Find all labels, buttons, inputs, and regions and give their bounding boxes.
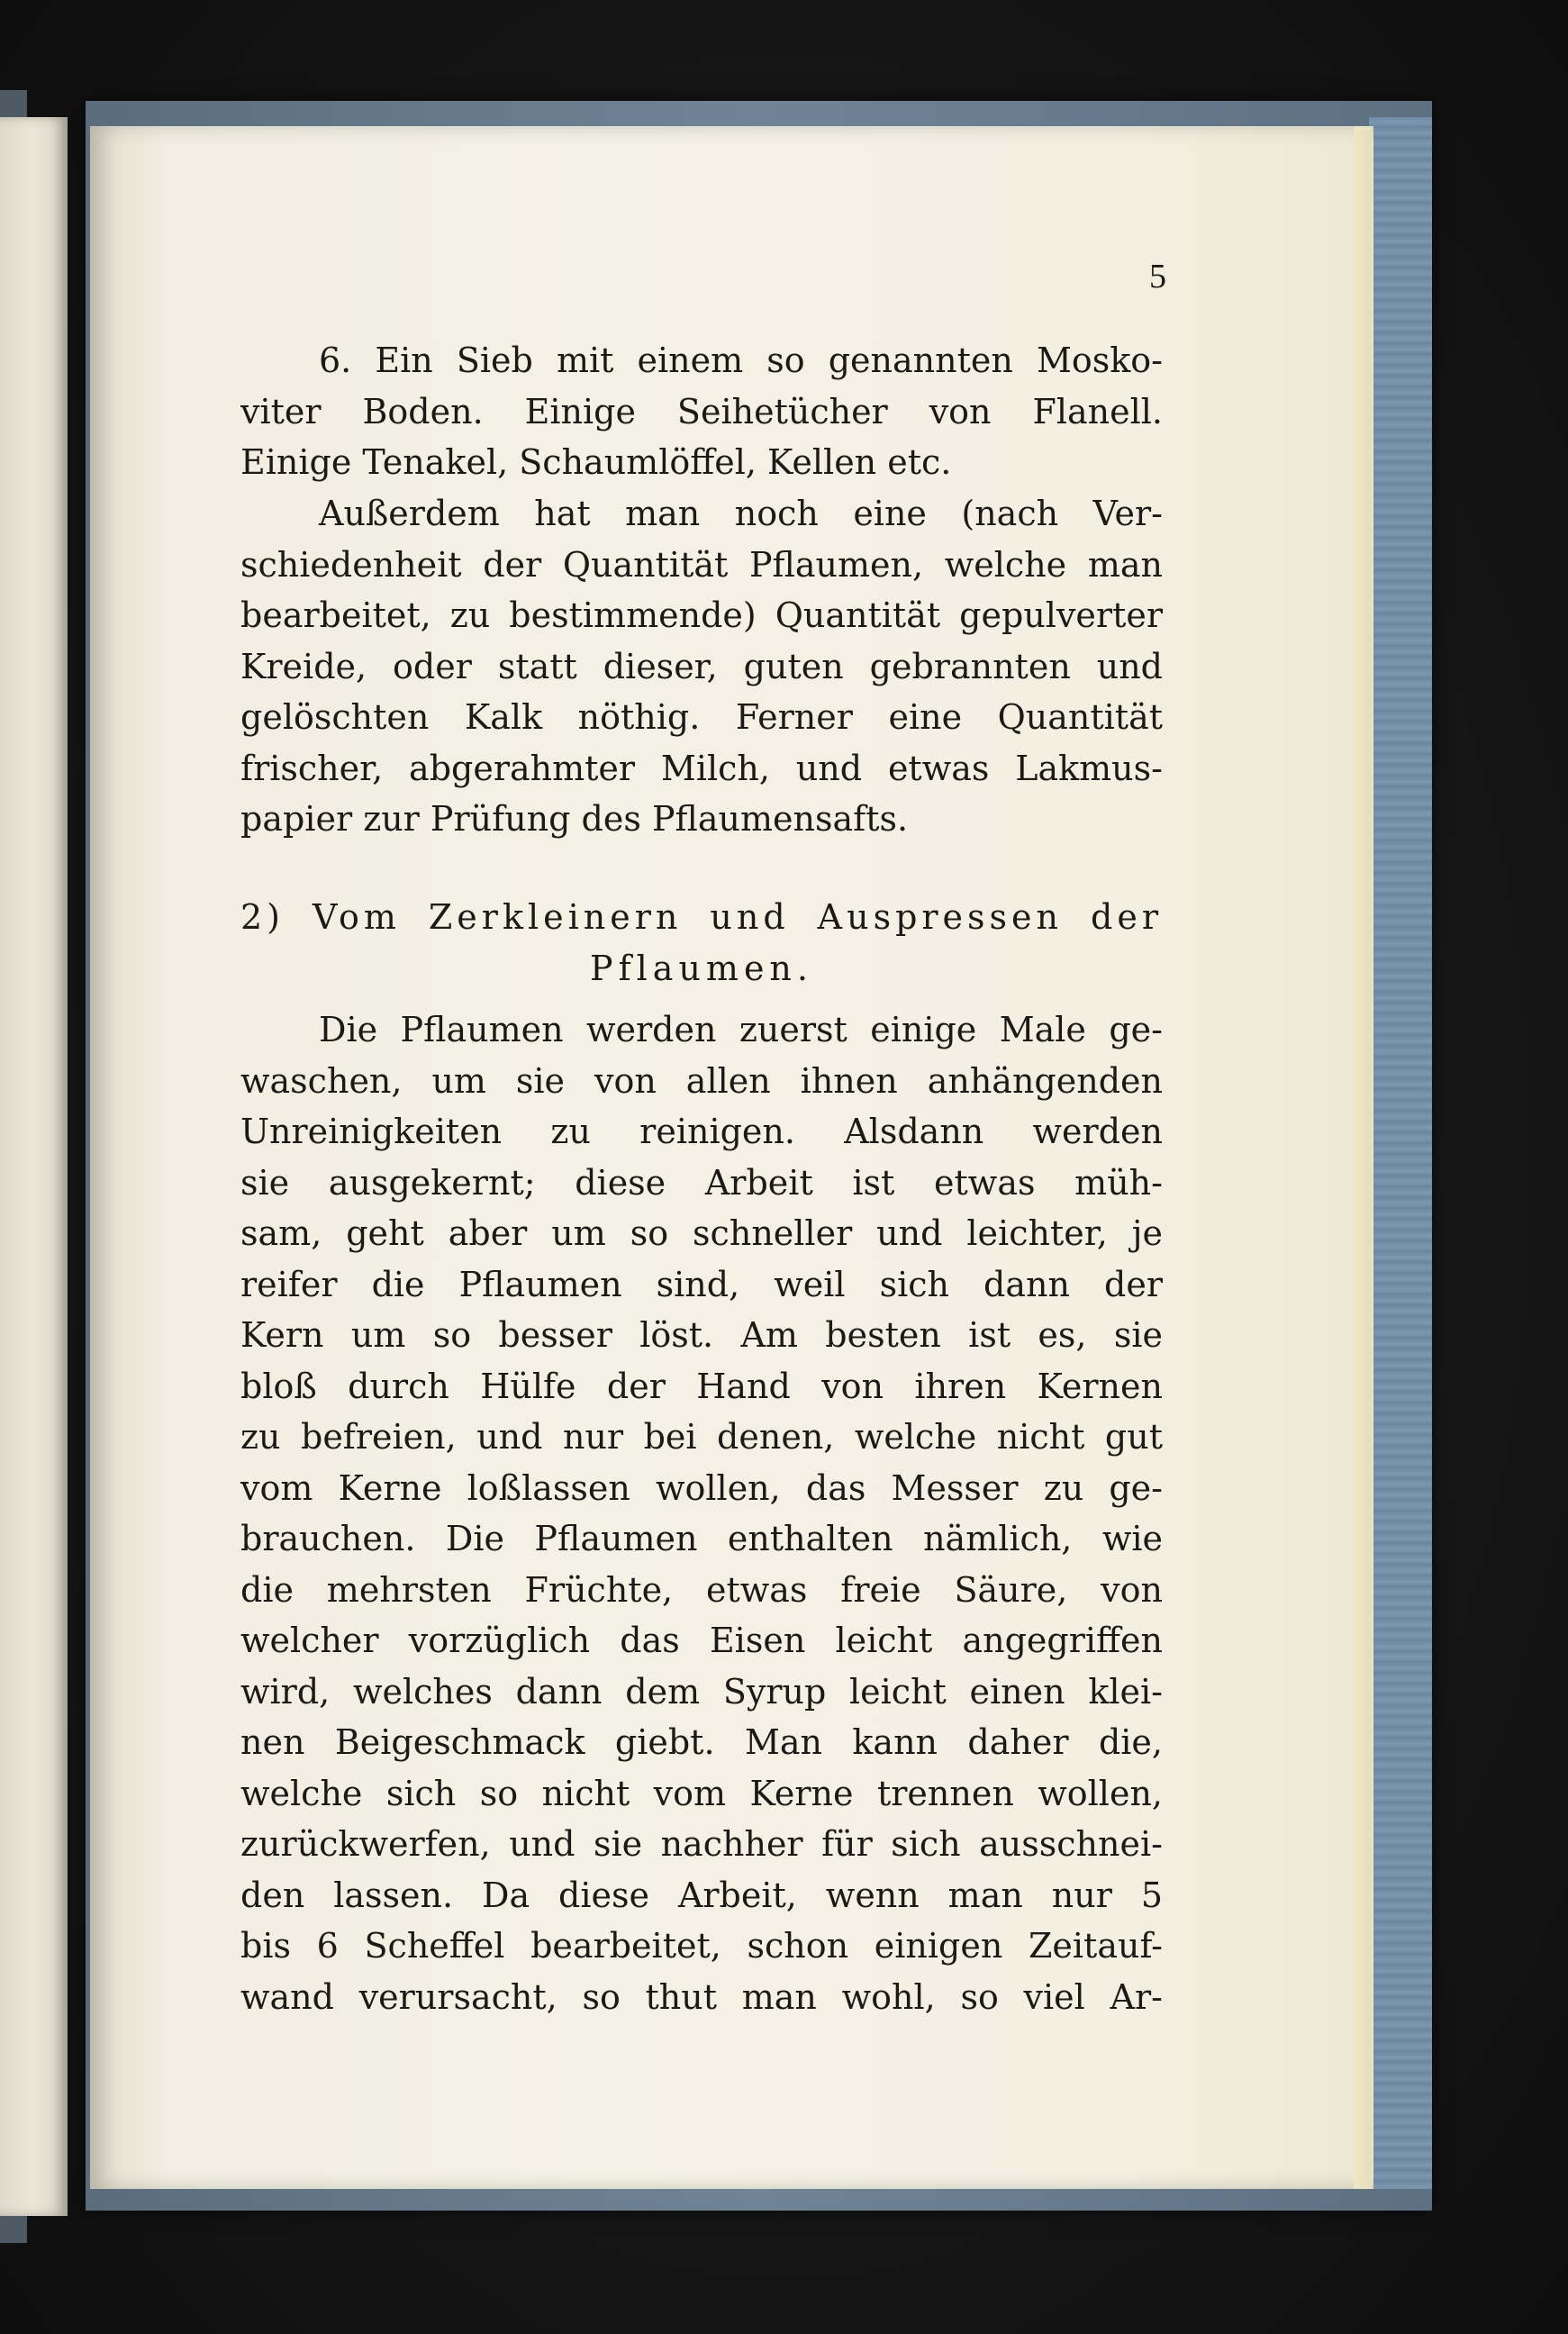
text-line: sie ausgekernt; diese Arbeit ist etwas müh- xyxy=(240,1162,1163,1203)
paragraph-requirements xyxy=(240,488,1163,845)
text-line: die mehrsten Früchte, etwas freie Säure, von xyxy=(240,1569,1163,1610)
paragraph-body xyxy=(240,1004,1163,2022)
page-fore-edge xyxy=(1354,126,1372,2189)
left-page-edge xyxy=(0,117,68,2216)
text-line: Einige Tenakel, Schaumlöffel, Kellen etc. xyxy=(240,442,952,482)
text-line: bis 6 Scheffel bearbeitet, schon einigen Zeitauf- xyxy=(240,1926,1163,1966)
section-heading xyxy=(240,892,1163,994)
text-line: Die Pflaumen werden zuerst einige Male ge- xyxy=(319,1010,1163,1049)
text-line: welche sich so nicht vom Kerne trennen wollen, xyxy=(240,1773,1163,1813)
page-number: 5 xyxy=(1149,258,1166,295)
text-line: Kern um so besser löst. Am besten ist es, sie xyxy=(240,1315,1163,1355)
heading-line: Pflaumen. xyxy=(590,948,813,988)
text-line: 6. Ein Sieb mit einem so genannten Mosko- xyxy=(319,341,1163,380)
text-line: frischer, abgerahmter Milch, und etwas Lakmus- xyxy=(240,748,1163,788)
paragraph-list-item-6 xyxy=(240,335,1163,488)
text-line: Außerdem hat man noch eine (nach Ver- xyxy=(319,494,1163,533)
text-line: papier zur Prüfung des Pflaumensafts. xyxy=(240,799,909,839)
text-line: schiedenheit der Quantität Pflaumen, welche man xyxy=(240,544,1163,585)
text-line: zurückwerfen, und sie nachher für sich ausschnei- xyxy=(240,1824,1163,1864)
text-line: wird, welches dann dem Syrup leicht einen klei- xyxy=(240,1671,1163,1712)
text-line: bearbeitet, zu bestimmende) Quantität gepulverter xyxy=(240,595,1163,635)
text-line: nen Beigeschmack giebt. Man kann daher die, xyxy=(240,1722,1163,1762)
text-line: brauchen. Die Pflaumen enthalten nämlich, wie xyxy=(240,1519,1163,1558)
text-line: welcher vorzüglich das Eisen leicht angegriffen xyxy=(240,1621,1163,1660)
text-line: vom Kerne loßlassen wollen, das Messer zu ge- xyxy=(240,1467,1163,1508)
text-line: reifer die Pflaumen sind, weil sich dann der xyxy=(240,1264,1163,1304)
text-line: sam, geht aber um so schneller und leichter, je xyxy=(240,1213,1163,1253)
text-line: zu befreien, und nur bei denen, welche nicht gut xyxy=(240,1417,1163,1457)
cover-edge xyxy=(1369,117,1432,2189)
text-line: bloß durch Hülfe der Hand von ihren Kernen xyxy=(240,1366,1163,1406)
text-line: viter Boden. Einige Seihetücher von Flanell. xyxy=(240,391,1163,431)
text-line: den lassen. Da diese Arbeit, wenn man nur 5 xyxy=(240,1875,1163,1915)
text-line: gelöschten Kalk nöthig. Ferner eine Quantität xyxy=(240,697,1163,737)
text-line: Kreide, oder statt dieser, guten gebrannten und xyxy=(240,646,1163,686)
text-line: waschen, um sie von allen ihnen anhängenden xyxy=(240,1060,1163,1101)
text-line: wand verursacht, so thut man wohl, so viel Ar- xyxy=(240,1976,1163,2017)
text-line: Unreinigkeiten zu reinigen. Alsdann werden xyxy=(240,1112,1163,1151)
heading-line: 2) Vom Zerkleinern und Auspressen der xyxy=(240,897,1163,937)
